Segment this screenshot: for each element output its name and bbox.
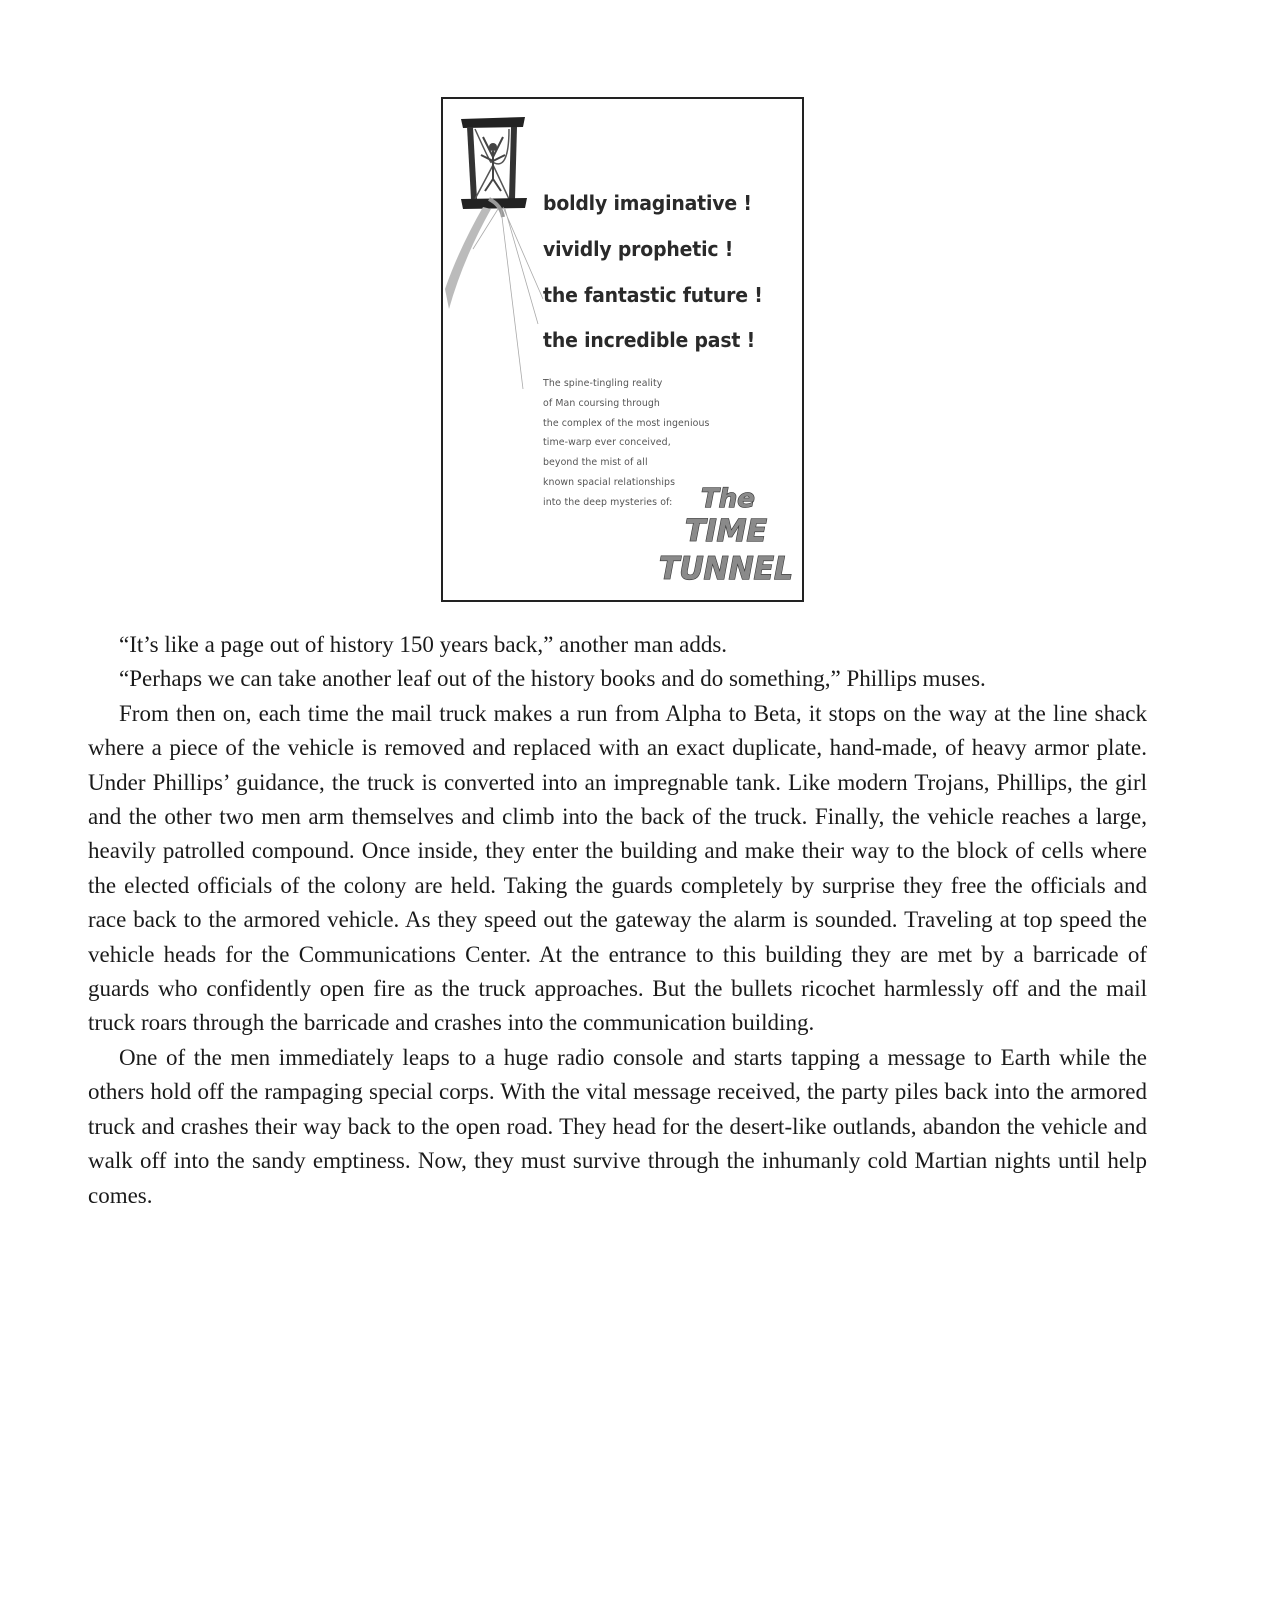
tagline-3: the fantastic future !: [543, 283, 763, 307]
logo-line-2: TIME: [685, 514, 767, 549]
time-tunnel-logo: [657, 479, 797, 589]
blurb-line: time-warp ever conceived,: [543, 437, 671, 449]
paragraph: From then on, each time the mail truck makes a run from Alpha to Beta, it stops on the way at the line shack where a piece of the vehicle is removed and replaced with an exact duplicate, hand-made, of heavy armor plate. Under Phillips’ guidance, the truck is converted into an impregnable tank. Like modern Trojans, Phillips, the girl and the other two men arm themselves and climb into the back of the truck. Finally, the vehicle reaches a large, heavily patrolled compound. Once inside, they enter the building and make their way to the block of cells where the elected officials of the colony are held. Taking the guards completely by surprise they free the officials and race back to the armored vehicle. As they speed out the gateway the alarm is sounded. Traveling at top speed the vehicle heads for the Communications Center. At the entrance to this building they are met by a barricade of guards who confidently open fire as the truck approaches. But the bullets ricochet harmlessly off and the mail truck roars through the barricade and crashes into the communication building.: [88, 700, 1147, 1036]
tagline-4: the incredible past !: [543, 328, 756, 352]
paragraph: One of the men immediately leaps to a huge radio console and starts tapping a message to Earth while the others hold off the rampaging special corps. With the vital message received, the party piles back into the armored truck and crashes their way back to the open road. They head for the desert-like outlands, abandon the vehicle and walk off into the sandy emptiness. Now, they must survive through the inhumanly cold Martian nights until help comes.: [88, 1044, 1147, 1208]
paragraph: “Perhaps we can take another leaf out of the history books and do something,” Phillips muses.: [119, 666, 986, 692]
blurb-line: known spacial relationships: [543, 476, 676, 488]
blurb-line: beyond the mist of all: [543, 457, 648, 469]
logo-line-3: TUNNEL: [659, 551, 793, 587]
paragraph: “It’s like a page out of history 150 years back,” another man adds.: [119, 632, 728, 657]
blurb-line: The spine-tingling reality: [543, 378, 663, 389]
blurb-line: of Man coursing through: [543, 397, 660, 409]
body-text: [88, 628, 1147, 1213]
logo-line-1: The: [701, 484, 755, 514]
tagline-1: boldly imaginative !: [543, 191, 752, 215]
blurb-line: into the deep mysteries of:: [543, 496, 673, 508]
blurb-line: the complex of the most ingenious: [543, 417, 710, 429]
tagline-2: vividly prophetic !: [543, 237, 734, 261]
poster-figure: [441, 97, 804, 602]
